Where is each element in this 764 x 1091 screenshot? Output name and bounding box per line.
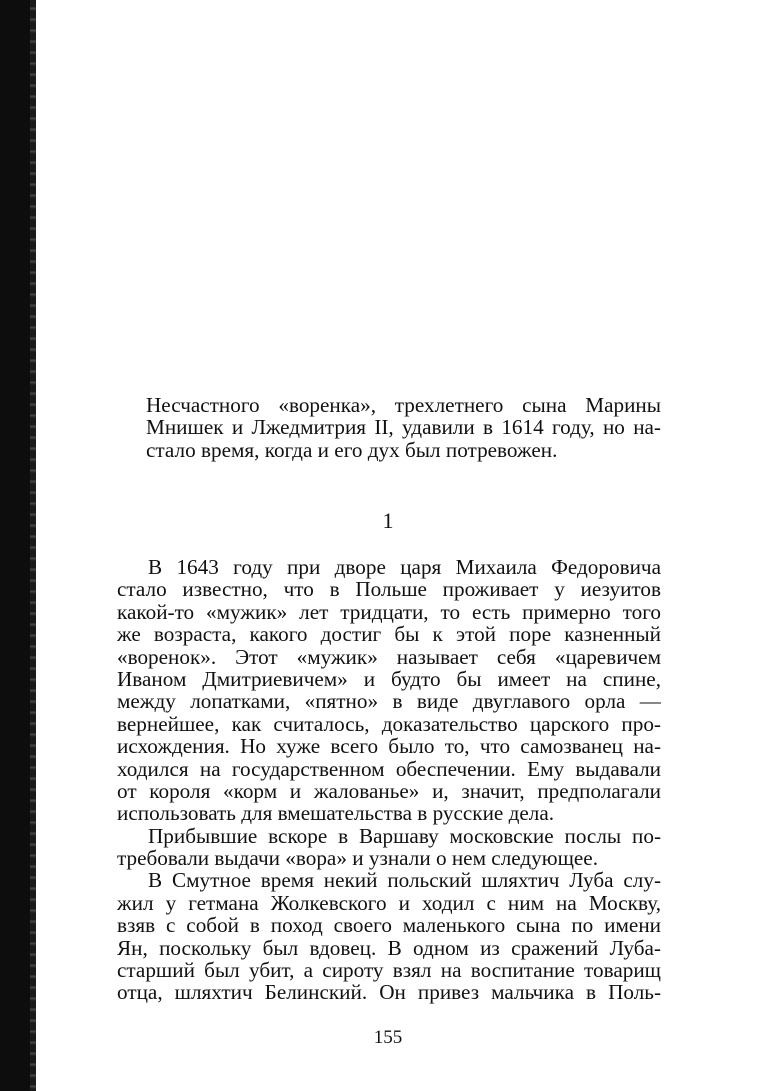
text-line: Ян, поскольку был вдовец. В одном из сражений Луба- bbox=[117, 935, 661, 960]
scan-edge-shadow bbox=[0, 0, 34, 1091]
epigraph-line: стало время, когда и его дух был потревожен. bbox=[146, 437, 558, 462]
body-text bbox=[117, 556, 661, 1004]
scan-edge-rough bbox=[30, 0, 36, 1091]
text-line: от короля «корм и жалованье» и, значит, предполагали bbox=[117, 778, 661, 803]
text-line: же возраста, какого достиг бы к этой поре казненный bbox=[117, 622, 661, 647]
text-line: отца, шляхтич Белинский. Он привез мальчика в Поль- bbox=[117, 980, 661, 1005]
text-line: исхождения. Но хуже всего было то, что самозванец на- bbox=[117, 734, 661, 759]
text-line: Иваном Дмитриевичем» и будто бы имеет на спине, bbox=[117, 666, 661, 691]
paragraph-3 bbox=[117, 869, 661, 1003]
text-line: жил у гетмана Жолкевского и ходил с ним на Москву, bbox=[117, 890, 661, 915]
section-number: 1 bbox=[382, 508, 394, 533]
text-line: ходился на государственном обеспечении. Ему выдавали bbox=[117, 756, 661, 781]
paragraph-1 bbox=[117, 556, 661, 825]
text-line: какой-то «мужик» лет тридцати, то есть примерно того bbox=[117, 599, 661, 624]
text-line: старший был убит, а сироту взял на воспитание товарищ bbox=[117, 958, 661, 983]
epigraph bbox=[146, 394, 661, 461]
paragraph-2 bbox=[117, 825, 661, 870]
text-line: стало известно, что в Польше проживает у иезуитов bbox=[117, 577, 661, 602]
epigraph-line: Мнишек и Лжедмитрия II, удавили в 1614 году, но на- bbox=[146, 415, 661, 440]
text-line: Прибывшие вскоре в Варшаву московские послы по- bbox=[148, 823, 661, 848]
text-line: В 1643 году при дворе царя Михаила Федоровича bbox=[148, 555, 661, 579]
text-line: В Смутное время некий польский шляхтич Луба слу- bbox=[148, 868, 661, 893]
text-line: использовать для вмешательства в русские дела. bbox=[117, 801, 555, 826]
text-line: между лопатками, «пятно» в виде двуглавого орла — bbox=[117, 689, 661, 714]
page-number: 155 bbox=[373, 1027, 403, 1048]
text-line: «воренок». Этот «мужик» называет себя «царевичем bbox=[117, 644, 661, 669]
epigraph-line: Несчастного «воренка», трехлетнего сына Марины bbox=[146, 393, 661, 417]
text-line: взяв с собой в поход своего маленького сына по имени bbox=[117, 913, 661, 938]
text-line: требовали выдачи «вора» и узнали о нем следующее. bbox=[117, 846, 599, 871]
text-line: вернейшее, как считалось, доказательство царского про- bbox=[117, 711, 661, 736]
